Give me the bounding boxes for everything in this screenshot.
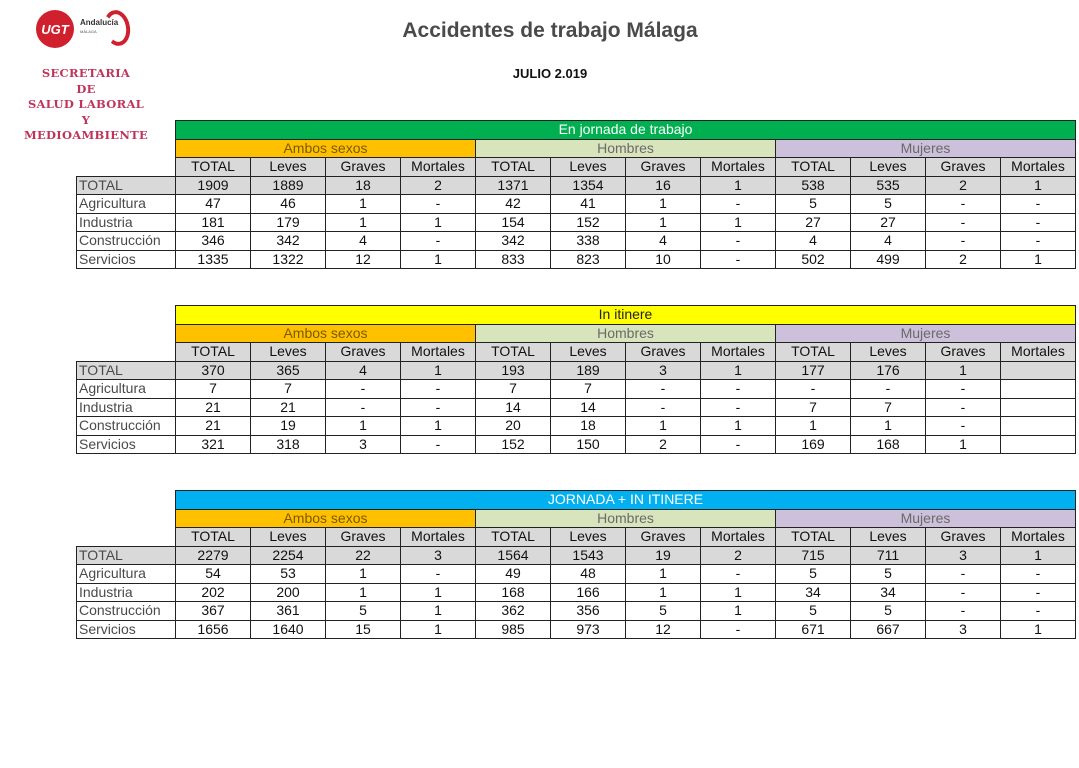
value-cell: 18: [551, 417, 626, 436]
value-cell: -: [401, 380, 476, 399]
value-cell: -: [401, 565, 476, 584]
value-cell: 41: [551, 195, 626, 214]
value-cell: 7: [776, 398, 851, 417]
table-row: [77, 398, 1076, 417]
value-cell: 1: [401, 620, 476, 639]
value-cell: 53: [251, 565, 326, 584]
value-cell: 361: [251, 602, 326, 621]
value-cell: 154: [476, 213, 551, 232]
row-label: TOTAL: [77, 361, 176, 380]
secretaria-line: Y: [81, 112, 91, 127]
group-header: Ambos sexos: [176, 139, 476, 158]
blank-cell: [77, 158, 176, 177]
value-cell: 1: [326, 213, 401, 232]
value-cell: -: [926, 565, 1001, 584]
column-header: Graves: [626, 528, 701, 547]
value-cell: 21: [251, 398, 326, 417]
value-cell: 18: [326, 176, 401, 195]
column-header: Mortales: [1001, 158, 1076, 177]
value-cell: 535: [851, 176, 926, 195]
value-cell: 2: [401, 176, 476, 195]
value-cell: 34: [851, 583, 926, 602]
value-cell: 1: [701, 417, 776, 436]
value-cell: 2: [701, 546, 776, 565]
column-header: Leves: [551, 343, 626, 362]
column-header: Leves: [851, 158, 926, 177]
value-cell: 1909: [176, 176, 251, 195]
value-cell: 711: [851, 546, 926, 565]
table-row: [77, 195, 1076, 214]
blank-cell: [77, 121, 176, 140]
table-row: [77, 232, 1076, 251]
value-cell: 27: [776, 213, 851, 232]
value-cell: -: [926, 602, 1001, 621]
value-cell: -: [326, 380, 401, 399]
value-cell: 338: [551, 232, 626, 251]
table-row: [77, 435, 1076, 454]
value-cell: 5: [776, 602, 851, 621]
value-cell: 3: [326, 435, 401, 454]
value-cell: -: [1001, 213, 1076, 232]
value-cell: 1: [401, 583, 476, 602]
value-cell: 2: [926, 250, 1001, 269]
column-header: TOTAL: [476, 528, 551, 547]
value-cell: -: [401, 398, 476, 417]
value-cell: -: [401, 195, 476, 214]
value-cell: 2: [626, 435, 701, 454]
row-label: Servicios: [77, 250, 176, 269]
value-cell: -: [926, 417, 1001, 436]
table-row: [77, 583, 1076, 602]
accident-table: [76, 490, 1076, 639]
value-cell: 2: [926, 176, 1001, 195]
value-cell: 200: [251, 583, 326, 602]
ugt-logo-mark: UGT: [36, 10, 74, 48]
column-header: Graves: [926, 343, 1001, 362]
value-cell: 3: [926, 620, 1001, 639]
value-cell: 538: [776, 176, 851, 195]
value-cell: -: [401, 232, 476, 251]
value-cell: 1: [626, 565, 701, 584]
value-cell: 179: [251, 213, 326, 232]
row-label: Agricultura: [77, 195, 176, 214]
column-header: Graves: [626, 343, 701, 362]
value-cell: 47: [176, 195, 251, 214]
value-cell: 1: [701, 361, 776, 380]
value-cell: 5: [851, 565, 926, 584]
value-cell: 5: [626, 602, 701, 621]
table-row: [77, 250, 1076, 269]
column-header: Leves: [551, 528, 626, 547]
value-cell: [1001, 417, 1076, 436]
value-cell: 823: [551, 250, 626, 269]
value-cell: -: [1001, 565, 1076, 584]
value-cell: 367: [176, 602, 251, 621]
blank-cell: [77, 324, 176, 343]
value-cell: 7: [851, 398, 926, 417]
group-header: Hombres: [476, 324, 776, 343]
column-header: Graves: [926, 528, 1001, 547]
column-header: Mortales: [401, 158, 476, 177]
value-cell: 985: [476, 620, 551, 639]
value-cell: 1: [851, 417, 926, 436]
value-cell: 21: [176, 398, 251, 417]
column-header: Mortales: [401, 528, 476, 547]
value-cell: 152: [551, 213, 626, 232]
value-cell: 2254: [251, 546, 326, 565]
value-cell: 362: [476, 602, 551, 621]
value-cell: -: [926, 398, 1001, 417]
column-header: Leves: [851, 343, 926, 362]
value-cell: 166: [551, 583, 626, 602]
section-title: En jornada de trabajo: [176, 121, 1076, 140]
column-header: Graves: [926, 158, 1001, 177]
value-cell: 1: [326, 583, 401, 602]
value-cell: -: [1001, 232, 1076, 251]
value-cell: 169: [776, 435, 851, 454]
value-cell: 4: [626, 232, 701, 251]
value-cell: 715: [776, 546, 851, 565]
value-cell: 833: [476, 250, 551, 269]
value-cell: 1: [1001, 620, 1076, 639]
value-cell: [1001, 361, 1076, 380]
column-header: TOTAL: [176, 343, 251, 362]
value-cell: 19: [251, 417, 326, 436]
value-cell: 1: [1001, 250, 1076, 269]
value-cell: 12: [626, 620, 701, 639]
value-cell: 365: [251, 361, 326, 380]
value-cell: 5: [851, 602, 926, 621]
value-cell: 54: [176, 565, 251, 584]
value-cell: 1322: [251, 250, 326, 269]
group-header: Hombres: [476, 139, 776, 158]
value-cell: 21: [176, 417, 251, 436]
value-cell: 1889: [251, 176, 326, 195]
value-cell: 1: [326, 195, 401, 214]
value-cell: 1: [401, 602, 476, 621]
section-title: In itinere: [176, 306, 1076, 325]
value-cell: 1: [401, 213, 476, 232]
blank-cell: [77, 528, 176, 547]
value-cell: 27: [851, 213, 926, 232]
value-cell: -: [701, 380, 776, 399]
value-cell: 181: [176, 213, 251, 232]
value-cell: 177: [776, 361, 851, 380]
value-cell: 7: [251, 380, 326, 399]
value-cell: -: [701, 232, 776, 251]
value-cell: -: [1001, 583, 1076, 602]
value-cell: -: [701, 250, 776, 269]
value-cell: 346: [176, 232, 251, 251]
table-row: [77, 565, 1076, 584]
value-cell: 1: [926, 435, 1001, 454]
table-row: [77, 213, 1076, 232]
value-cell: 5: [851, 195, 926, 214]
column-header: Leves: [251, 528, 326, 547]
value-cell: -: [851, 380, 926, 399]
column-header: TOTAL: [776, 158, 851, 177]
value-cell: 7: [551, 380, 626, 399]
value-cell: 671: [776, 620, 851, 639]
value-cell: 49: [476, 565, 551, 584]
value-cell: 46: [251, 195, 326, 214]
value-cell: 150: [551, 435, 626, 454]
value-cell: 370: [176, 361, 251, 380]
value-cell: 1564: [476, 546, 551, 565]
value-cell: 318: [251, 435, 326, 454]
value-cell: [1001, 398, 1076, 417]
row-label: Servicios: [77, 620, 176, 639]
value-cell: 1: [701, 583, 776, 602]
column-header: Leves: [851, 528, 926, 547]
row-label: Servicios: [77, 435, 176, 454]
value-cell: -: [701, 435, 776, 454]
value-cell: -: [626, 398, 701, 417]
table-row: [77, 380, 1076, 399]
column-header: Mortales: [701, 158, 776, 177]
value-cell: 202: [176, 583, 251, 602]
value-cell: -: [926, 380, 1001, 399]
value-cell: -: [926, 232, 1001, 251]
blank-cell: [77, 343, 176, 362]
value-cell: 20: [476, 417, 551, 436]
value-cell: -: [326, 398, 401, 417]
value-cell: -: [1001, 195, 1076, 214]
column-header: TOTAL: [776, 528, 851, 547]
column-header: Mortales: [1001, 343, 1076, 362]
value-cell: -: [701, 565, 776, 584]
blank-cell: [77, 491, 176, 510]
value-cell: 1: [626, 195, 701, 214]
value-cell: 22: [326, 546, 401, 565]
value-cell: 1: [626, 213, 701, 232]
table-row: [77, 602, 1076, 621]
value-cell: -: [701, 620, 776, 639]
column-header: TOTAL: [776, 343, 851, 362]
value-cell: 168: [851, 435, 926, 454]
column-header: Graves: [326, 158, 401, 177]
value-cell: -: [776, 380, 851, 399]
total-row: [77, 176, 1076, 195]
value-cell: 176: [851, 361, 926, 380]
value-cell: 321: [176, 435, 251, 454]
row-label: Industria: [77, 213, 176, 232]
column-header: Leves: [551, 158, 626, 177]
value-cell: 667: [851, 620, 926, 639]
value-cell: -: [926, 213, 1001, 232]
page-title: Accidentes de trabajo Málaga: [402, 19, 698, 42]
value-cell: 1640: [251, 620, 326, 639]
value-cell: 1: [326, 417, 401, 436]
secretaria-line: SECRETARIA: [41, 66, 131, 80]
value-cell: 1: [926, 361, 1001, 380]
secretaria-line: SALUD LABORAL: [27, 97, 145, 111]
value-cell: 7: [476, 380, 551, 399]
group-header: Ambos sexos: [176, 509, 476, 528]
total-row: [77, 361, 1076, 380]
value-cell: 973: [551, 620, 626, 639]
column-header: TOTAL: [176, 528, 251, 547]
value-cell: 14: [476, 398, 551, 417]
value-cell: 152: [476, 435, 551, 454]
row-label: Industria: [77, 398, 176, 417]
value-cell: 1: [701, 213, 776, 232]
value-cell: 10: [626, 250, 701, 269]
value-cell: -: [626, 380, 701, 399]
value-cell: 1: [701, 602, 776, 621]
value-cell: -: [701, 398, 776, 417]
value-cell: 356: [551, 602, 626, 621]
total-row: [77, 546, 1076, 565]
value-cell: 5: [776, 565, 851, 584]
value-cell: 1: [626, 583, 701, 602]
blank-cell: [77, 139, 176, 158]
group-header: Hombres: [476, 509, 776, 528]
group-header: Mujeres: [776, 139, 1076, 158]
value-cell: 42: [476, 195, 551, 214]
value-cell: -: [926, 195, 1001, 214]
value-cell: 502: [776, 250, 851, 269]
value-cell: 3: [926, 546, 1001, 565]
value-cell: [1001, 435, 1076, 454]
value-cell: 12: [326, 250, 401, 269]
value-cell: 1: [626, 417, 701, 436]
value-cell: 2279: [176, 546, 251, 565]
column-header: TOTAL: [476, 343, 551, 362]
value-cell: 1371: [476, 176, 551, 195]
value-cell: 16: [626, 176, 701, 195]
row-label: Agricultura: [77, 565, 176, 584]
value-cell: 1: [326, 565, 401, 584]
value-cell: 1: [401, 250, 476, 269]
value-cell: [1001, 380, 1076, 399]
value-cell: 1: [401, 417, 476, 436]
value-cell: 48: [551, 565, 626, 584]
value-cell: 1354: [551, 176, 626, 195]
secretaria-line: DE: [76, 81, 96, 96]
value-cell: 4: [776, 232, 851, 251]
value-cell: -: [926, 583, 1001, 602]
column-header: Graves: [326, 343, 401, 362]
ugt-logo: [34, 8, 134, 50]
column-header: Mortales: [701, 528, 776, 547]
value-cell: 168: [476, 583, 551, 602]
value-cell: -: [701, 195, 776, 214]
value-cell: 4: [326, 232, 401, 251]
blank-cell: [77, 509, 176, 528]
value-cell: 34: [776, 583, 851, 602]
value-cell: -: [1001, 602, 1076, 621]
row-label: Construcción: [77, 232, 176, 251]
value-cell: 19: [626, 546, 701, 565]
value-cell: 342: [476, 232, 551, 251]
column-header: TOTAL: [176, 158, 251, 177]
value-cell: -: [401, 435, 476, 454]
value-cell: 4: [326, 361, 401, 380]
value-cell: 499: [851, 250, 926, 269]
row-label: Industria: [77, 583, 176, 602]
column-header: Graves: [626, 158, 701, 177]
value-cell: 14: [551, 398, 626, 417]
row-label: Construcción: [77, 602, 176, 621]
accident-table: [76, 305, 1076, 454]
group-header: Mujeres: [776, 509, 1076, 528]
value-cell: 1: [401, 361, 476, 380]
value-cell: 1335: [176, 250, 251, 269]
value-cell: 1: [701, 176, 776, 195]
column-header: TOTAL: [476, 158, 551, 177]
value-cell: 342: [251, 232, 326, 251]
accident-table: [76, 120, 1076, 269]
value-cell: 15: [326, 620, 401, 639]
value-cell: 5: [326, 602, 401, 621]
column-header: Leves: [251, 158, 326, 177]
logo-arc-icon: [101, 8, 133, 48]
value-cell: 1: [1001, 546, 1076, 565]
row-label: TOTAL: [77, 176, 176, 195]
value-cell: 1: [776, 417, 851, 436]
value-cell: 1: [1001, 176, 1076, 195]
value-cell: 3: [401, 546, 476, 565]
value-cell: 7: [176, 380, 251, 399]
secretaria-line: MEDIOAMBIENTE: [23, 128, 149, 142]
logo-city: MÁLAGA: [80, 29, 97, 34]
value-cell: 1543: [551, 546, 626, 565]
value-cell: 1656: [176, 620, 251, 639]
value-cell: 5: [776, 195, 851, 214]
column-header: Mortales: [701, 343, 776, 362]
table-row: [77, 620, 1076, 639]
column-header: Leves: [251, 343, 326, 362]
blank-cell: [77, 306, 176, 325]
row-label: Construcción: [77, 417, 176, 436]
value-cell: 3: [626, 361, 701, 380]
logo-region: Andalucía: [80, 18, 119, 27]
row-label: TOTAL: [77, 546, 176, 565]
value-cell: 193: [476, 361, 551, 380]
table-row: [77, 417, 1076, 436]
value-cell: 189: [551, 361, 626, 380]
page-subtitle: JULIO 2.019: [512, 66, 588, 81]
column-header: Mortales: [401, 343, 476, 362]
group-header: Mujeres: [776, 324, 1076, 343]
column-header: Mortales: [1001, 528, 1076, 547]
value-cell: 4: [851, 232, 926, 251]
row-label: Agricultura: [77, 380, 176, 399]
group-header: Ambos sexos: [176, 324, 476, 343]
column-header: Graves: [326, 528, 401, 547]
section-title: JORNADA + IN ITINERE: [176, 491, 1076, 510]
